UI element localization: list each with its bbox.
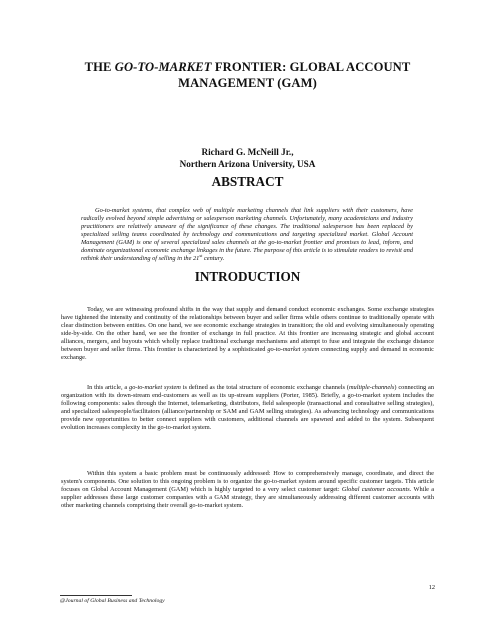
introduction-paragraph-2	[61, 384, 434, 432]
abstract-heading: ABSTRACT	[211, 174, 284, 189]
author-block	[60, 147, 435, 170]
abstract-text-end: century.	[202, 255, 225, 263]
introduction-paragraph-3	[61, 470, 434, 510]
title-emphasis: GO-TO-MARKET	[114, 60, 212, 74]
abstract-superscript: st	[199, 253, 203, 259]
p1-text-a: Today, we are witnessing profound shifts in the way that supply and demand conduct economic exchanges. Some exchange strategies have tightened the intensity and continuity of the relationships between buyer and seller firms while others continue to traditionally operate with clear distinction between entities. On one hand, we see economic exchange strategies in transition; the old and evolving simultaneously operating side-by-side. On the other hand, we see the frontier of exchange in full practice. At this frontier are increasing strategic and global account alliances, mergers, and buyouts which wholly replace traditional exchange mechanisms and attempt to fuse and integrate the exchange distance between buyer and seller firms. This frontier is characterized by a sophisticated	[61, 306, 434, 354]
introduction-paragraph-1	[61, 306, 434, 362]
p2-text-c: ) connecting an organization with its down-stream end-customers as well as its up-stream suppliers (Porter, 1985). Briefly, a go-to-market system includes the following components: sales through the Internet, telemarketing, distributors, field salespeople (transactional and consultative selling strategies), and specialized salespeople/facilitators (alliance/partnership or SAM and GAM selling strategies). As advancing technology and communications provide new opportunities to better connect suppliers with customers, additional channels are spawned and added to the system. Subsequent evolution increases complexity in the go-to-market system.	[61, 384, 434, 432]
page-number: 12	[428, 584, 435, 591]
paper-title	[50, 60, 445, 91]
abstract-text-main: Go-to-market systems, that complex web of multiple marketing channels that link suppliers with their customers, have radically evolved beyond simple advertising or salesperson marketing channels. Unfortunately, many academicians and industry practitioners are relatively unaware of the significance of these changes. The traditional salesperson has been replaced by specialized selling teams coordinated by technology and communications and targeting specialized market. Global Account Management (GAM) is one of several specialized sales channels at the go-to-market frontier and promises to lead, inform, and dominate organizational economic exchange linkages in the future. The purpose of this article is to stimulate readers to revisit and rethink their understanding of selling in the 21	[81, 207, 413, 263]
abstract-text	[81, 207, 413, 263]
title-suffix: FRONTIER: GLOBAL ACCOUNT MANAGEMENT (GAM)	[178, 60, 411, 90]
p3-text-b: While a supplier addresses these large customer companies with a GAM strategy, they are simultaneously addressing different customer accounts with other marketing channels comprising their overall go-to-market system.	[61, 486, 435, 510]
p2-emphasis-2: multiple-channels	[348, 384, 395, 391]
journal-footer: @Journal of Global Business and Technology	[60, 598, 165, 604]
footer-divider	[60, 595, 132, 596]
p3-emphasis: Global customer accounts.	[341, 486, 412, 494]
p3-text-a: Within this system a basic problem must be continuously addressed: How to comprehensively manage, coordinate, and direct the system's components. One solution to this ongoing problem is to organize the go-to-market system around specific customer targets. This article focuses on Global Account Management (GAM) which is highly targeted to a very select customer target:	[61, 470, 434, 494]
author-affiliation: Northern Arizona University, USA	[179, 158, 316, 169]
introduction-heading: INTRODUCTION	[194, 269, 301, 284]
title-prefix: THE	[84, 60, 115, 74]
author-name: Richard G. McNeill Jr.,	[201, 147, 294, 157]
p2-text-b: is defined as the total structure of economic exchange channels (	[180, 384, 349, 391]
p2-emphasis-1: go-to-market system	[129, 384, 181, 391]
p2-text-a: In this article, a	[87, 384, 130, 391]
p1-text-b: connecting supply and demand in economic exchange.	[61, 346, 434, 362]
p1-emphasis: go-to-market system	[267, 346, 320, 354]
